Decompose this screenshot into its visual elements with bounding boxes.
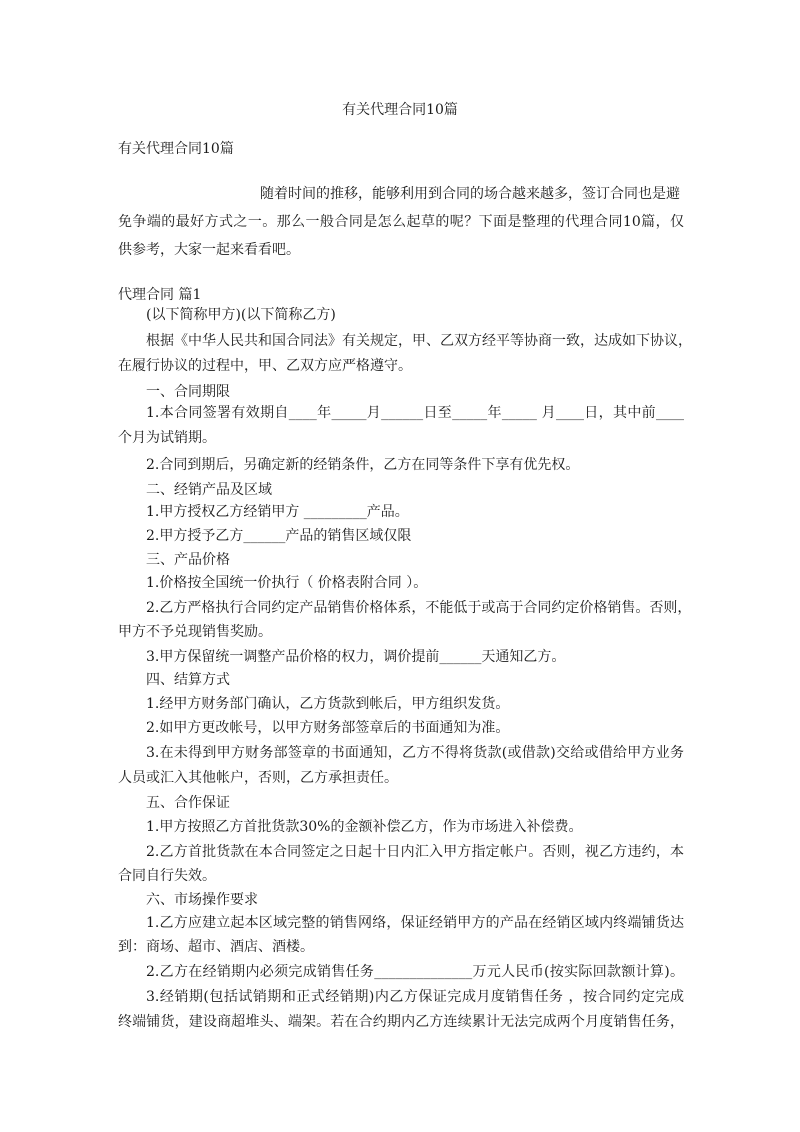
clause-heading: 五、合作保证 xyxy=(146,795,230,811)
body-line: 到：商场、超市、酒店、酒楼。 xyxy=(118,939,314,955)
body-line: 1.甲方授权乙方经销甲方 _________产品。 xyxy=(146,504,409,520)
body-line: 1.经甲方财务部门确认，乙方货款到帐后，甲方组织发货。 xyxy=(146,696,510,712)
body-line: 2.甲方授予乙方______产品的销售区域仅限 xyxy=(146,528,412,544)
clause-heading: 二、经销产品及区域 xyxy=(146,482,272,498)
intro-line-3: 供参考，大家一起来看看吧。 xyxy=(118,242,300,258)
clause-heading: 六、市场操作要求 xyxy=(146,892,258,908)
clause-heading: 三、产品价格 xyxy=(146,552,230,568)
body-line: 2.乙方在经销期内必须完成销售任务______________万元人民币(按实际回款额计算)。 xyxy=(146,964,684,980)
body-line: 2.乙方首批货款在本合同签定之日起十日内汇入甲方指定帐户。否则，视乙方违约，本 xyxy=(146,844,684,860)
body-line: 2.如甲方更改帐号，以甲方财务部签章后的书面通知为准。 xyxy=(146,720,510,736)
body-line: 甲方不予兑现销售奖励。 xyxy=(118,624,272,640)
body-line: 2.乙方严格执行合同约定产品销售价格体系，不能低于或高于合同约定价格销售。否则， xyxy=(146,600,692,616)
document-subtitle: 有关代理合同10篇 xyxy=(118,141,234,157)
clause-heading: 四、结算方式 xyxy=(146,672,230,688)
body-line: (以下简称甲方)(以下简称乙方) xyxy=(146,307,336,323)
section-heading: 代理合同 篇1 xyxy=(118,287,202,303)
body-line: 1.甲方按照乙方首批货款30%的金额补偿乙方，作为市场进入补偿费。 xyxy=(146,819,583,835)
intro-line-2: 免争端的最好方式之一。那么一般合同是怎么起草的呢？下面是整理的代理合同10篇，仅 xyxy=(118,214,684,230)
body-line: 根据《中华人民共和国合同法》有关规定，甲、乙双方经平等协商一致，达成如下协议， xyxy=(146,333,692,349)
body-line: 3.经销期(包括试销期和正式经销期)内乙方保证完成月度销售任务 ，按合同约定完成 xyxy=(146,989,684,1005)
body-line: 人员或汇入其他帐户，否则，乙方承担责任。 xyxy=(118,770,398,786)
body-line: 1.价格按全国统一价执行（ 价格表附合同 ）。 xyxy=(146,575,428,591)
intro-line-1: 随着时间的推移，能够利用到合同的场合越来越多，签订合同也是避 xyxy=(260,186,680,202)
body-line: 个月为试销期。 xyxy=(118,430,216,446)
body-line: 2.合同到期后，另确定新的经销条件，乙方在同等条件下享有优先权。 xyxy=(146,457,580,473)
body-line: 3.在未得到甲方财务部签章的书面通知，乙方不得将货款(或借款)交给或借给甲方业务 xyxy=(146,745,684,761)
body-line: 在履行协议的过程中，甲、乙双方应严格遵守。 xyxy=(118,358,412,374)
document-title: 有关代理合同10篇 xyxy=(342,102,458,118)
body-line: 终端铺货，建设商超堆头、端架。若在合约期内乙方连续累计无法完成两个月度销售任务， xyxy=(118,1014,684,1030)
body-line: 1.本合同签署有效期自____年_____月______日至_____年_____ 月____日，其中前____ xyxy=(146,405,684,421)
clause-heading: 一、合同期限 xyxy=(146,384,230,400)
body-line: 合同自行失效。 xyxy=(118,868,216,884)
body-line: 3.甲方保留统一调整产品价格的权力，调价提前______天通知乙方。 xyxy=(146,649,566,665)
body-line: 1.乙方应建立起本区域完整的销售网络，保证经销甲方的产品在经销区域内终端铺货达 xyxy=(146,915,684,931)
